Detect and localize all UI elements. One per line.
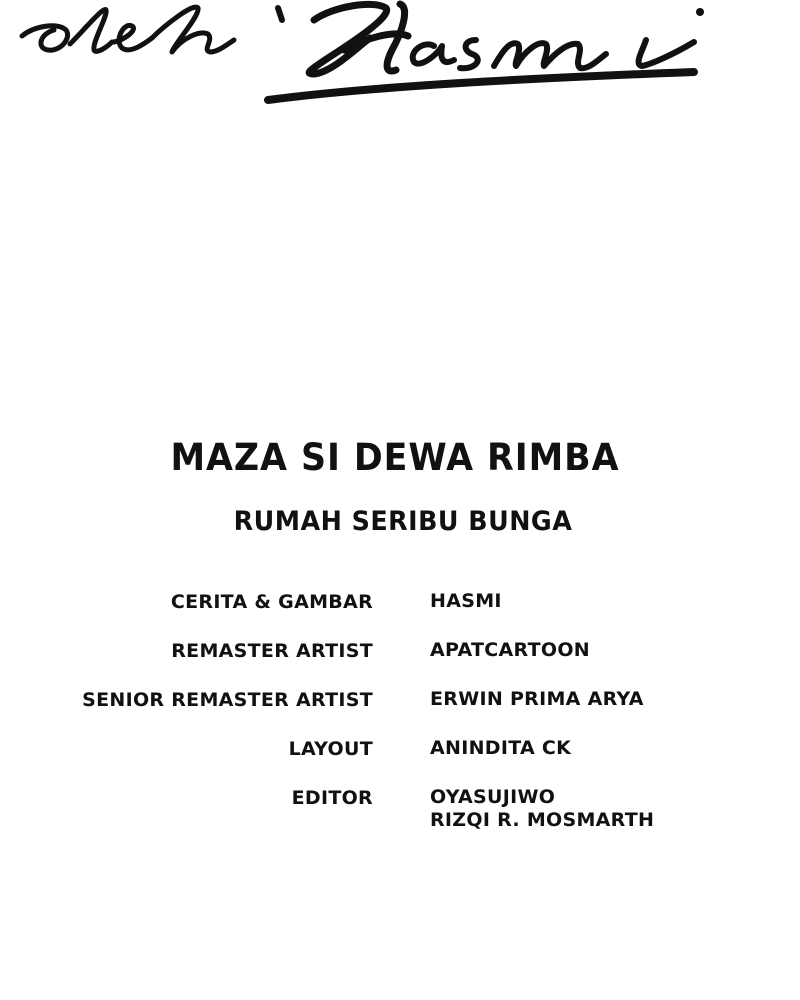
credit-name: APATCARTOON — [430, 639, 590, 661]
signature-graphic — [14, 0, 704, 110]
credit-role: EDITOR — [291, 787, 373, 809]
credit-name: OYASUJIWO — [430, 786, 556, 808]
credit-names — [430, 738, 571, 761]
credit-row-senior-remaster-artist — [60, 689, 740, 738]
credit-row-remaster-artist — [60, 640, 740, 689]
credit-name: ANINDITA CK — [430, 737, 572, 759]
credit-names — [430, 787, 654, 833]
episode-subtitle: RUMAH SERIBU BUNGA — [233, 506, 573, 537]
credit-row-story-art — [60, 591, 740, 640]
credit-role: REMASTER ARTIST — [171, 640, 373, 662]
credit-role: SENIOR REMASTER ARTIST — [82, 689, 373, 711]
credit-names — [430, 689, 644, 712]
comic-title: MAZA SI DEWA RIMBA — [170, 436, 620, 479]
credit-row-editor — [60, 787, 740, 836]
credits-list — [60, 591, 740, 836]
credit-role: LAYOUT — [288, 738, 373, 760]
credit-role: CERITA & GAMBAR — [170, 591, 373, 613]
credit-names — [430, 640, 590, 663]
credit-name: RIZQI R. MOSMARTH — [430, 809, 655, 831]
credit-name: HASMI — [430, 590, 502, 612]
credit-row-layout — [60, 738, 740, 787]
signature-oleh-hasmi — [14, 0, 704, 110]
credit-names — [430, 591, 502, 614]
credit-name: ERWIN PRIMA ARYA — [430, 688, 644, 710]
